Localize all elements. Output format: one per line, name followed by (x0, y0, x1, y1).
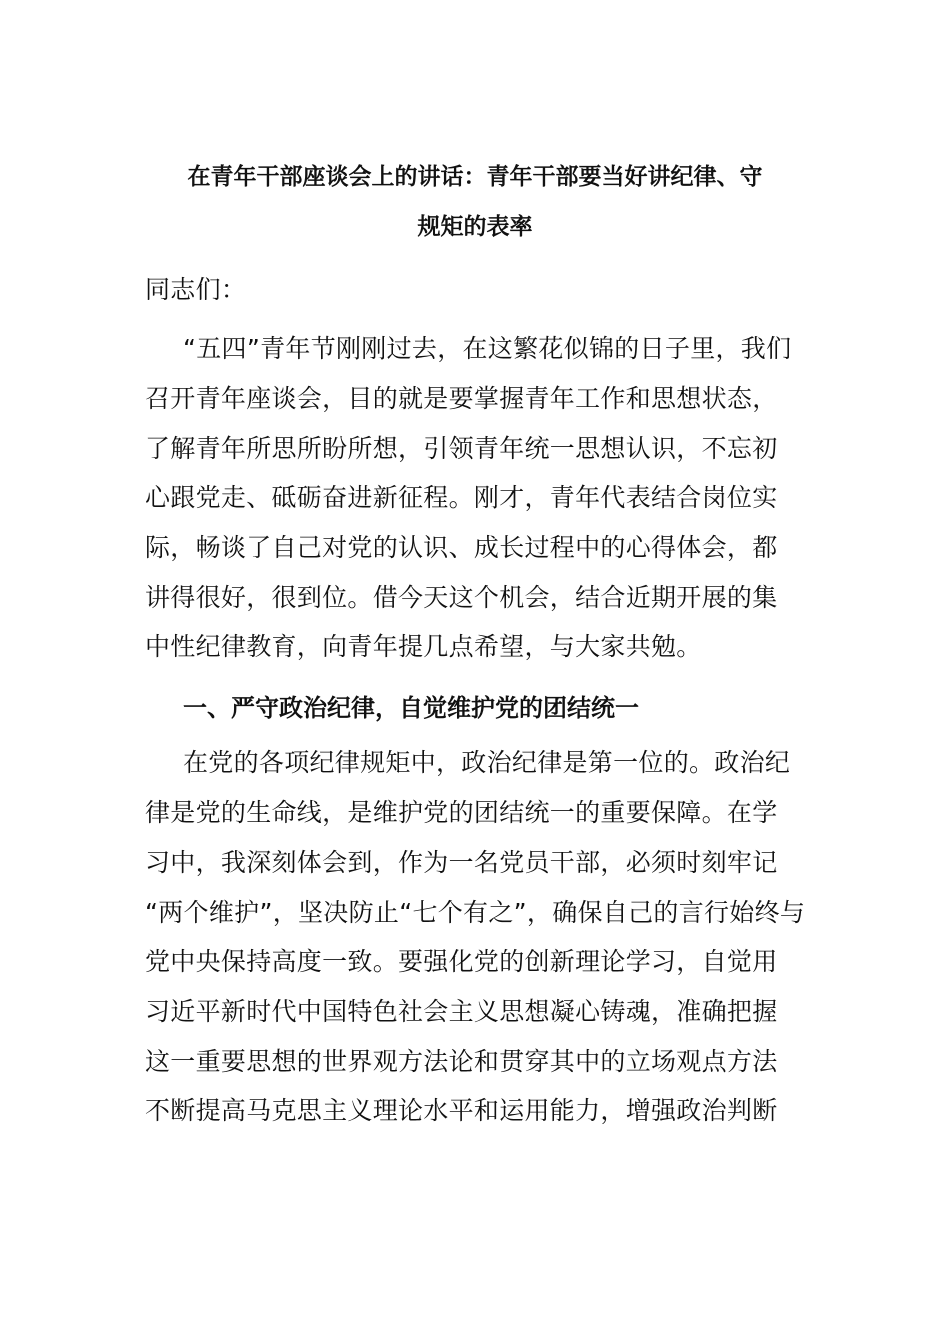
paragraph-1-line-6: 讲得很好，很到位。借今天这个机会，结合近期开展的集 (145, 583, 778, 612)
paragraph-1-line-3: 了解青年所思所盼所想，引领青年统一思想认识，不忘初 (145, 434, 778, 463)
paragraph-2-line-3: 习中，我深刻体会到，作为一名党员干部，必须时刻牢记 (145, 848, 778, 877)
paragraph-2-line-5: 党中央保持高度一致。要强化党的创新理论学习，自觉用 (145, 947, 778, 976)
paragraph-1-line-5: 际，畅谈了自己对党的认识、成长过程中的心得体会，都 (145, 533, 778, 562)
paragraph-2-line-1: 在党的各项纪律规矩中，政治纪律是第一位的。政治纪 (183, 748, 791, 777)
paragraph-2-line-6: 习近平新时代中国特色社会主义思想凝心铸魂，准确把握 (145, 997, 778, 1026)
paragraph-2-line-4: “两个维护”，坚决防止“七个有之”，确保自己的言行始终与 (145, 898, 806, 927)
paragraph-1-line-7: 中性纪律教育，向青年提几点希望，与大家共勉。 (145, 632, 702, 661)
paragraph-1-line-2: 召开青年座谈会，目的就是要掌握青年工作和思想状态， (145, 384, 778, 413)
paragraph-2-line-8: 不断提高马克思主义理论水平和运用能力，增强政治判断 (145, 1096, 778, 1125)
paragraph-2-line-7: 这一重要思想的世界观方法论和贯穿其中的立场观点方法 (145, 1047, 778, 1076)
salutation: 同志们： (145, 275, 247, 304)
document-title-line-2: 规矩的表率 (417, 214, 533, 240)
paragraph-1-line-4: 心跟党走、砥砺奋进新征程。刚才，青年代表结合岗位实 (145, 483, 778, 512)
document-title-line-1: 在青年干部座谈会上的讲话：青年干部要当好讲纪律、守 (187, 164, 763, 190)
paragraph-1-line-1: “五四”青年节刚刚过去，在这繁花似锦的日子里，我们 (183, 334, 792, 363)
paragraph-2-line-2: 律是党的生命线，是维护党的团结统一的重要保障。在学 (145, 798, 778, 827)
section-1-heading: 一、严守政治纪律，自觉维护党的团结统一 (183, 694, 639, 722)
